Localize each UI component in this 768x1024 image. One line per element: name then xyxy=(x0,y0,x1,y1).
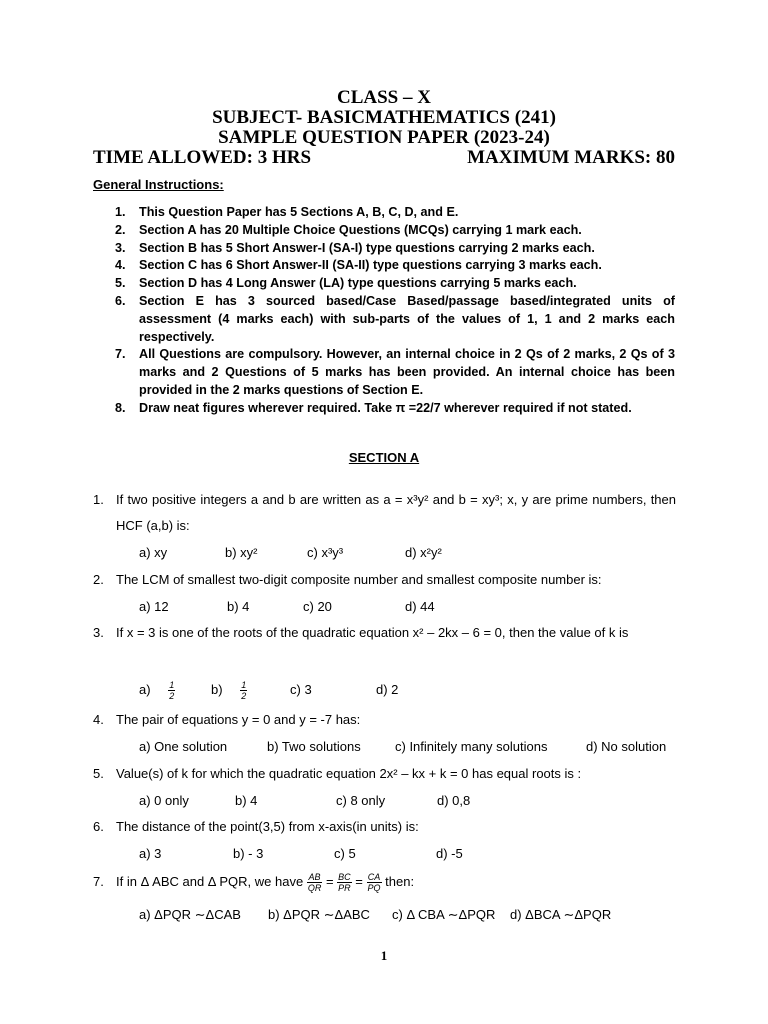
option-d: d) No solution xyxy=(586,739,667,754)
question-text: Value(s) of k for which the quadratic equation 2x² – kx + k = 0 has equal roots is : xyxy=(116,766,582,781)
fraction-one-half: $\frac{1}{2}$ xyxy=(241,680,247,702)
question-number: 5. xyxy=(93,766,104,781)
question-2 xyxy=(93,567,676,593)
option-a: a) 3 xyxy=(139,846,162,861)
option-d: d) ΔBCA ∼ΔPQR xyxy=(510,907,612,922)
option-b: b) $\frac{1}{2}$ xyxy=(211,680,247,702)
section-a-title: SECTION A xyxy=(348,450,420,465)
question-text: The LCM of smallest two-digit composite number and smallest composite number is: xyxy=(116,572,602,587)
option-c: c) x³y³ xyxy=(307,545,344,560)
option-b: b) xy² xyxy=(225,545,258,560)
option-a: a) xy xyxy=(139,545,168,560)
instruction-item: 6. Section E has 3 sourced based/Case Based/passage based/integrated units of assessment (4 marks each) with sub-parts of the values of 1, 1 and 2 marks each respectively. xyxy=(115,293,675,344)
option-a: a) $\frac{1}{2}$ xyxy=(139,680,175,702)
instruction-item: 8. Draw neat figures wherever required. Take π =22/7 wherever required if not stated. xyxy=(115,400,632,415)
option-b: b) - 3 xyxy=(233,846,264,861)
ratio-ca-pq: $\frac{CA}{PQ}$ xyxy=(367,872,381,894)
general-instructions-title: General Instructions: xyxy=(93,177,224,192)
question-number: 3. xyxy=(93,625,104,640)
question-5 xyxy=(93,761,676,787)
ratio-ab-qr: $\frac{AB}{QR}$ xyxy=(307,872,322,894)
question-4 xyxy=(93,707,676,733)
option-c: c) 20 xyxy=(303,599,332,614)
paper-heading: SAMPLE QUESTION PAPER (2023-24) xyxy=(218,127,550,148)
subject-heading: SUBJECT- BASICMATHEMATICS (241) xyxy=(212,107,556,128)
instruction-item: 5. Section D has 4 Long Answer (LA) type questions carrying 5 marks each. xyxy=(115,276,577,291)
option-d: d) 2 xyxy=(376,682,399,697)
instruction-item: 1. This Question Paper has 5 Sections A, B, C, D, and E. xyxy=(115,205,459,219)
option-b: b) ΔPQR ∼ΔABC xyxy=(268,907,370,922)
instruction-item: 7. All Questions are compulsory. However, an internal choice in 2 Qs of 2 marks, 2 Qs of 3 marks and 2 Questions of 5 marks has been provided. An internal choice has been provided in the 2 marks questions of Section E. xyxy=(115,347,675,397)
option-a: a) One solution xyxy=(139,739,228,754)
question-6 xyxy=(93,814,676,840)
option-c: c) Δ CBA ∼ΔPQR xyxy=(392,907,496,922)
class-heading: CLASS – X xyxy=(337,87,431,108)
option-c: c) 8 only xyxy=(336,793,386,808)
question-text: If in Δ ABC and Δ PQR, we have xyxy=(116,874,304,889)
instruction-item: 2. Section A has 20 Multiple Choice Questions (MCQs) carrying 1 mark each. xyxy=(115,222,582,237)
time-allowed: TIME ALLOWED: 3 HRS xyxy=(93,147,312,168)
question-number: 2. xyxy=(93,572,104,587)
question-number: 4. xyxy=(93,712,104,727)
time-marks-row xyxy=(93,148,675,168)
question-text: If two positive integers a and b are written as a = x³y² and b = xy³; x, y are prime numbers, then HCF (a,b) is: xyxy=(116,492,676,533)
question-number: 1. xyxy=(93,492,104,507)
option-c: c) Infinitely many solutions xyxy=(395,739,548,754)
equals-sign: = xyxy=(355,874,363,889)
question-number: 6. xyxy=(93,819,104,834)
question-3 xyxy=(93,620,676,646)
question-text: If x = 3 is one of the roots of the quadratic equation x² – 2kx – 6 = 0, then the value of k is xyxy=(116,625,629,640)
question-7 xyxy=(93,869,676,895)
fraction-one-half: $\frac{1}{2}$ xyxy=(169,680,175,702)
option-d: d) x²y² xyxy=(405,545,442,560)
maximum-marks: MAXIMUM MARKS: 80 xyxy=(467,147,675,168)
option-a: a) 12 xyxy=(139,599,169,614)
option-b: b) 4 xyxy=(235,793,258,808)
equals-sign: = xyxy=(325,874,334,889)
ratio-bc-pr: $\frac{BC}{PR}$ xyxy=(338,872,351,894)
question-number: 7. xyxy=(93,874,104,889)
question-text-tail: then: xyxy=(385,874,415,889)
option-a: a) 0 only xyxy=(139,793,189,808)
instruction-item: 3. Section B has 5 Short Answer-I (SA-I) type questions carrying 2 marks each. xyxy=(115,240,595,255)
option-a: a) ΔPQR ∼ΔCAB xyxy=(139,907,241,922)
option-c: c) 5 xyxy=(334,846,356,861)
option-d: d) 0,8 xyxy=(437,793,471,808)
question-1 xyxy=(93,487,676,539)
option-d: d) -5 xyxy=(436,846,463,861)
general-instructions-list xyxy=(93,204,675,418)
option-b: b) 4 xyxy=(227,599,250,614)
instruction-item: 4. Section C has 6 Short Answer-II (SA-II) type questions carrying 3 marks each. xyxy=(115,258,602,273)
option-c: c) 3 xyxy=(290,682,312,697)
question-text: The distance of the point(3,5) from x-axis(in units) is: xyxy=(116,819,419,834)
page-number: 1 xyxy=(380,948,388,963)
question-text: The pair of equations y = 0 and y = -7 has: xyxy=(116,712,361,727)
option-d: d) 44 xyxy=(405,599,435,614)
option-b: b) Two solutions xyxy=(267,739,361,754)
